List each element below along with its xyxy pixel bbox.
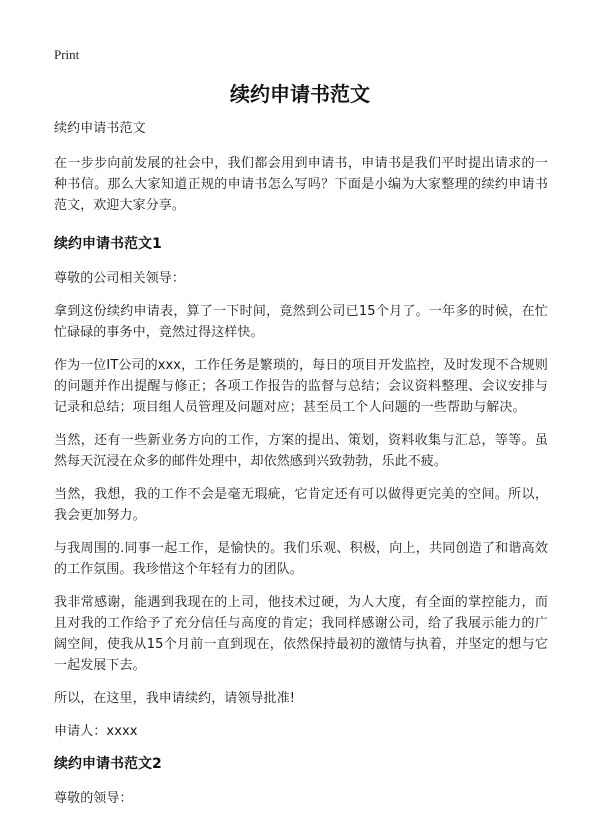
body-paragraph: 当然，还有一些新业务方向的工作，方案的提出、策划，资料收集与汇总，等等。虽然每天沉浸在众多的邮件处理中，却依然感到兴致勃勃，乐此不疲。 [54, 433, 548, 469]
body-paragraph: 作为一位IT公司的xxx，工作任务是繁琐的，每日的项目开发监控，及时发现不合规则的问题并作出提醒与修正；各项工作报告的监督与总结；会议资料整理、会议安排与记录和总结；项目组人员管理及问题对应；甚至员工个人问题的一些帮助与解决。 [54, 358, 548, 415]
article-body [54, 118, 548, 821]
body-paragraph: 我非常感谢，能遇到我现在的上司，他技术过硬，为人大度，有全面的掌控能力，而且对我的工作给予了充分信任与高度的肯定；我同样感谢公司，给了我展示能力的广阔空间，使我从15个月前一直到现在，依然保持最初的激情与执着，并坚定的想与它一起发展下去。 [54, 595, 548, 673]
body-paragraph: 当然，我想，我的工作不会是毫无瑕疵，它肯定还有可以做得更完美的空间。所以，我会更加努力。 [54, 487, 548, 523]
intro-paragraph: 在一步步向前发展的社会中，我们都会用到申请书，申请书是我们平时提出请求的一种书信。那么大家知道正规的申请书怎么写吗？下面是小编为大家整理的续约申请书范文，欢迎大家分享。 [54, 156, 548, 213]
section-1-heading: 续约申请书范文1 [54, 236, 162, 252]
applicant-line: 申请人：xxxx [54, 724, 138, 739]
print-link[interactable]: Print [54, 47, 80, 62]
body-paragraph: 拿到这份续约申请表，算了一下时间，竟然到公司已15个月了。一年多的时候，在忙忙碌碌的事务中，竟然过得这样快。 [54, 304, 548, 340]
salutation-paragraph: 尊敬的领导： [54, 791, 133, 806]
body-paragraph: 与我周围的.同事一起工作，是愉快的。我们乐观、积极，向上，共同创造了和谐高效的工作氛围。我珍惜这个年轻有力的团队。 [54, 541, 548, 577]
request-paragraph: 所以，在这里，我申请续约，请领导批准! [54, 691, 296, 706]
section-2-heading: 续约申请书范文2 [54, 756, 162, 772]
page-title: 续约申请书范文 [230, 82, 370, 106]
article-subtitle: 续约申请书范文 [54, 121, 146, 136]
salutation-paragraph: 尊敬的公司相关领导： [54, 271, 186, 286]
